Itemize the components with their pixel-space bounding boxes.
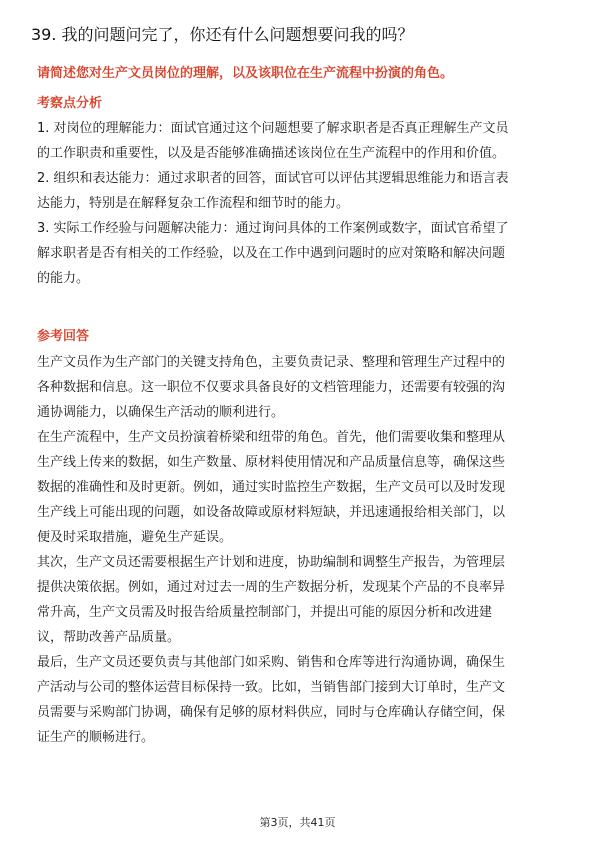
answer-paragraph-3 [37,550,557,650]
answer-paragraph-2 [37,425,557,550]
answer-line: 证生产的顺畅进行。 [37,730,155,745]
question-prompt: 请简述您对生产文员岗位的理解，以及该职位在生产流程中扮演的角色。 [37,66,454,81]
answer-paragraph-1 [37,350,557,425]
answer-heading: 参考回答 [37,329,90,344]
analysis-item-2 [37,166,557,216]
answer-line: 员需要与采购部门协调，确保有足够的原材料供应，同时与仓库确认存储空间，保 [37,705,506,720]
question-title: 39. 我的问题问完了，你还有什么问题想要问我的吗？ [31,25,414,44]
analysis-item-line: 2. 组织和表达能力：通过求职者的回答，面试官可以评估其逻辑思维能力和语言表 [37,171,509,186]
answer-line: 各种数据和信息。这一职位不仅要求具备良好的文档管理能力，还需要有较强的沟 [37,380,506,395]
answer-paragraph-4 [37,650,557,750]
analysis-item-3 [37,216,557,291]
analysis-item-line: 解求职者是否有相关的工作经验，以及在工作中遇到问题时的应对策略和解决问题 [37,246,506,261]
answer-line: 生产线上可能出现的问题，如设备故障或原材料短缺，并迅速通报给相关部门，以 [37,505,506,520]
answer-line: 其次，生产文员还需要根据生产计划和进度，协助编制和调整生产报告，为管理层 [37,555,506,570]
answer-line: 最后，生产文员还要负责与其他部门如采购、销售和仓库等进行沟通协调，确保生 [37,655,506,670]
analysis-item-1 [37,116,557,166]
answer-line: 数据的准确性和及时更新。例如，通过实时监控生产数据，生产文员可以及时发现 [37,480,506,495]
answer-line: 常升高，生产文员需及时报告给质量控制部门，并提出可能的原因分析和改进建 [37,605,493,620]
answer-line: 通协调能力，以确保生产活动的顺利进行。 [37,405,285,420]
answer-line: 在生产流程中，生产文员扮演着桥梁和纽带的角色。首先，他们需要收集和整理从 [37,430,506,445]
analysis-item-line: 1. 对岗位的理解能力：面试官通过这个问题想要了解求职者是否真正理解生产文员 [37,121,509,136]
analysis-heading: 考察点分析 [37,96,103,111]
answer-line: 提供决策依据。例如，通过对过去一周的生产数据分析，发现某个产品的不良率异 [37,580,506,595]
analysis-list [37,116,557,291]
analysis-item-line: 达能力，特别是在解释复杂工作流程和细节时的能力。 [37,196,350,211]
analysis-item-line: 3. 实际工作经验与问题解决能力：通过询问具体的工作案例或数字，面试官希望了 [37,221,509,236]
analysis-item-line: 的能力。 [37,271,90,286]
answer-line: 生产线上传来的数据，如生产数量、原材料使用情况和产品质量信息等，确保这些 [37,455,506,470]
answer-line: 产活动与公司的整体运营目标保持一致。比如，当销售部门接到大订单时，生产文 [37,680,506,695]
answer-line: 生产文员作为生产部门的关键支持角色，主要负责记录、整理和管理生产过程中的 [37,355,506,370]
answer-body [37,350,557,750]
analysis-item-line: 的工作职责和重要性，以及是否能够准确描述该岗位在生产流程中的作用和价值。 [37,146,506,161]
answer-line: 议，帮助改善产品质量。 [37,630,181,645]
page-number: 第3页，共41页 [259,816,336,829]
answer-line: 便及时采取措施，避免生产延误。 [37,530,233,545]
